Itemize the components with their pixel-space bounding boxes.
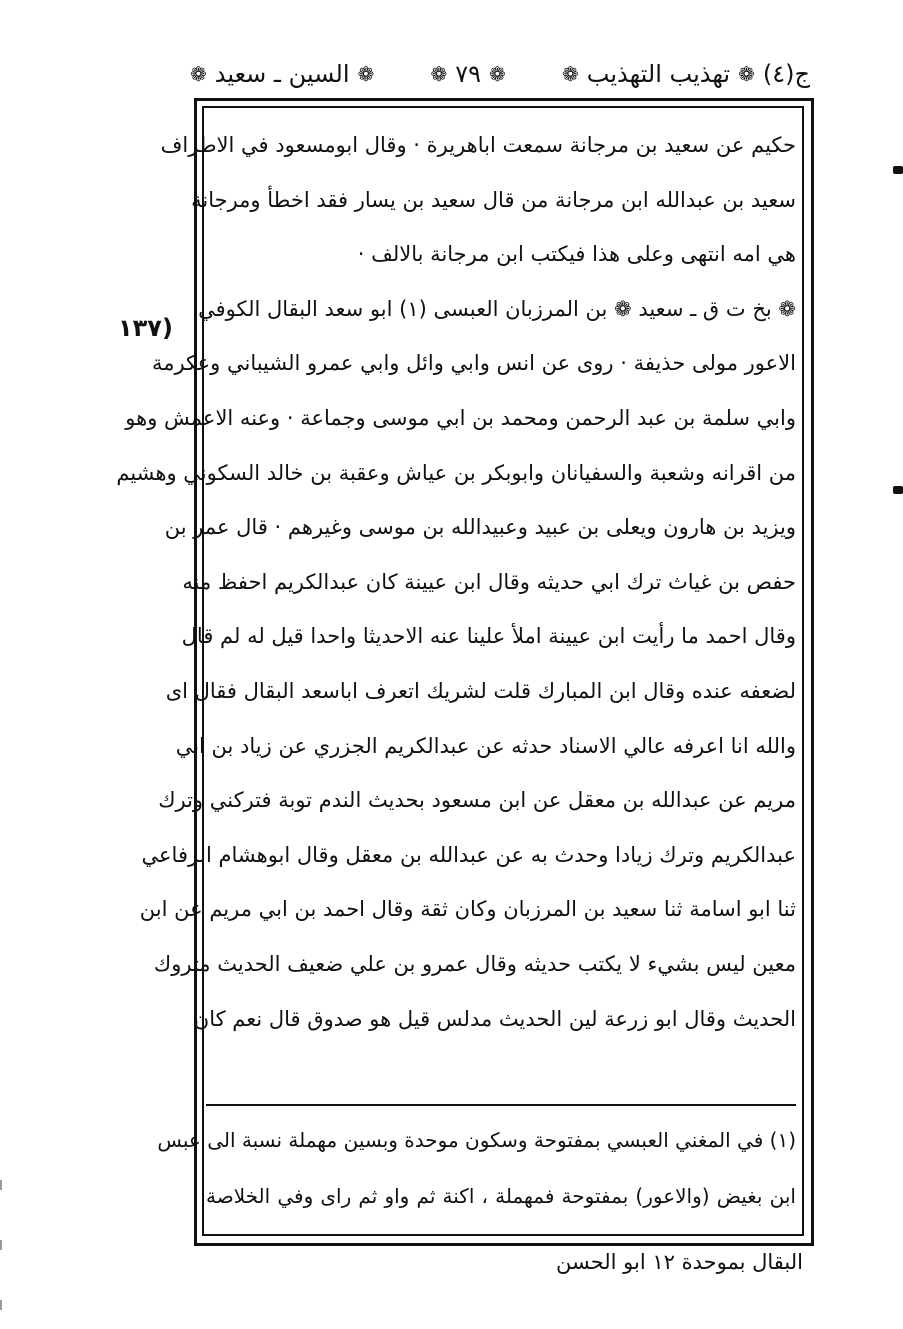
text-line: مريم عن عبدالله بن معقل عن ابن مسعود بحديث الندم توبة فتركني وترك — [158, 788, 796, 813]
book-title: تهذيب التهذيب — [586, 60, 731, 88]
text-line: والله انا اعرفه عالي الاسناد حدثه عن عبدالكريم الجزري عن زياد بن ابي — [175, 733, 796, 758]
header-section-group — [190, 60, 374, 88]
entry-heading-line: ❁ بخ ت ق ـ سعيد ❁ بن المرزبان العبسى (١) ابو سعد البقال الكوفي — [198, 296, 796, 321]
text-line: سعيد بن عبدالله ابن مرجانة من قال سعيد بن يسار فقد اخطأ ومرجانة — [191, 187, 796, 212]
text-line: عبدالكريم وترك زيادا وحدث به عن عبدالله بن معقل وقال ابوهشام الرفاعي — [141, 842, 796, 867]
ornament-icon: ❁ — [430, 62, 448, 86]
page-header — [190, 56, 810, 92]
text-line: حفص بن غياث ترك ابي حديثه وقال ابن عيينة كان عبدالكريم احفظ منه — [182, 569, 796, 594]
edge-tick — [0, 1300, 2, 1310]
margin-note: البقال بموحدة ١٢ ابو الحسن — [556, 1250, 803, 1274]
text-line: ثنا ابو اسامة ثنا سعيد بن المرزبان وكان ثقة وقال احمد بن ابي مريم عن ابن — [139, 897, 796, 922]
edge-tick — [0, 1180, 2, 1190]
text-line: الحديث وقال ابو زرعة لين الحديث مدلس قيل هو صدوق قال نعم كان — [193, 1006, 796, 1031]
ornament-icon: ❁ — [562, 62, 579, 86]
ornament-icon: ❁ — [738, 62, 755, 86]
header-page-group — [430, 60, 505, 88]
footnote-line: (١) في المغني العبسي بمفتوحة وسكون موحدة وبسين مهملة نسبة الى عبس — [157, 1128, 796, 1152]
footnotes — [157, 1112, 796, 1224]
footnote-line: ابن بغيض (والاعور) بمفتوحة فمهملة ، اكنة ثم واو ثم راى وفي الخلاصة — [206, 1184, 796, 1208]
edge-tick — [0, 1240, 2, 1250]
text-line: وقال احمد ما رأيت ابن عيينة املأ علينا عنه الاحديثا واحدا قيل له لم قال — [181, 624, 796, 649]
margin-mark — [893, 486, 903, 494]
margin-mark — [893, 166, 903, 174]
text-line: من اقرانه وشعبة والسفيانان وابوبكر بن عياش وعقبة بن خالد السكوني وهشيم — [116, 460, 796, 485]
ornament-icon: ❁ — [190, 62, 207, 86]
footnote-separator — [206, 1104, 796, 1106]
entry-number: ١٣٧) — [118, 314, 173, 342]
text-line: حكيم عن سعيد بن مرجانة سمعت اباهريرة · وقال ابومسعود في الاطراف — [160, 133, 796, 157]
text-line: الاعور مولى حذيفة · روى عن انس وابي وائل وابي عمرو الشيباني وعكرمة — [151, 351, 796, 376]
text-line: وابي سلمة بن عبد الرحمن ومحمد بن ابي موسى وجماعة · وعنه الاعمش وهو — [125, 405, 796, 430]
section-title: السين ـ سعيد — [214, 60, 350, 88]
ornament-icon: ❁ — [489, 62, 506, 86]
text-line: لضعفه عنده وقال ابن المبارك قلت لشريك اتعرف اباسعد البقال فقال اى — [165, 678, 796, 703]
text-line: هي امه انتهى وعلى هذا فيكتب ابن مرجانة بالالف · — [357, 242, 796, 267]
text-line: معين ليس بشيء لا يكتب حديثه وقال عمرو بن علي ضعيف الحديث متروك — [153, 951, 796, 976]
page-number: ٧٩ — [455, 60, 482, 88]
text-line: ويزيد بن هارون ويعلى بن عبيد وعبيدالله بن موسى وغيرهم · قال عمر بن — [164, 515, 796, 540]
header-volume-group — [562, 60, 810, 88]
ornament-icon: ❁ — [357, 62, 375, 86]
volume-label: ج(٤) — [762, 60, 810, 88]
